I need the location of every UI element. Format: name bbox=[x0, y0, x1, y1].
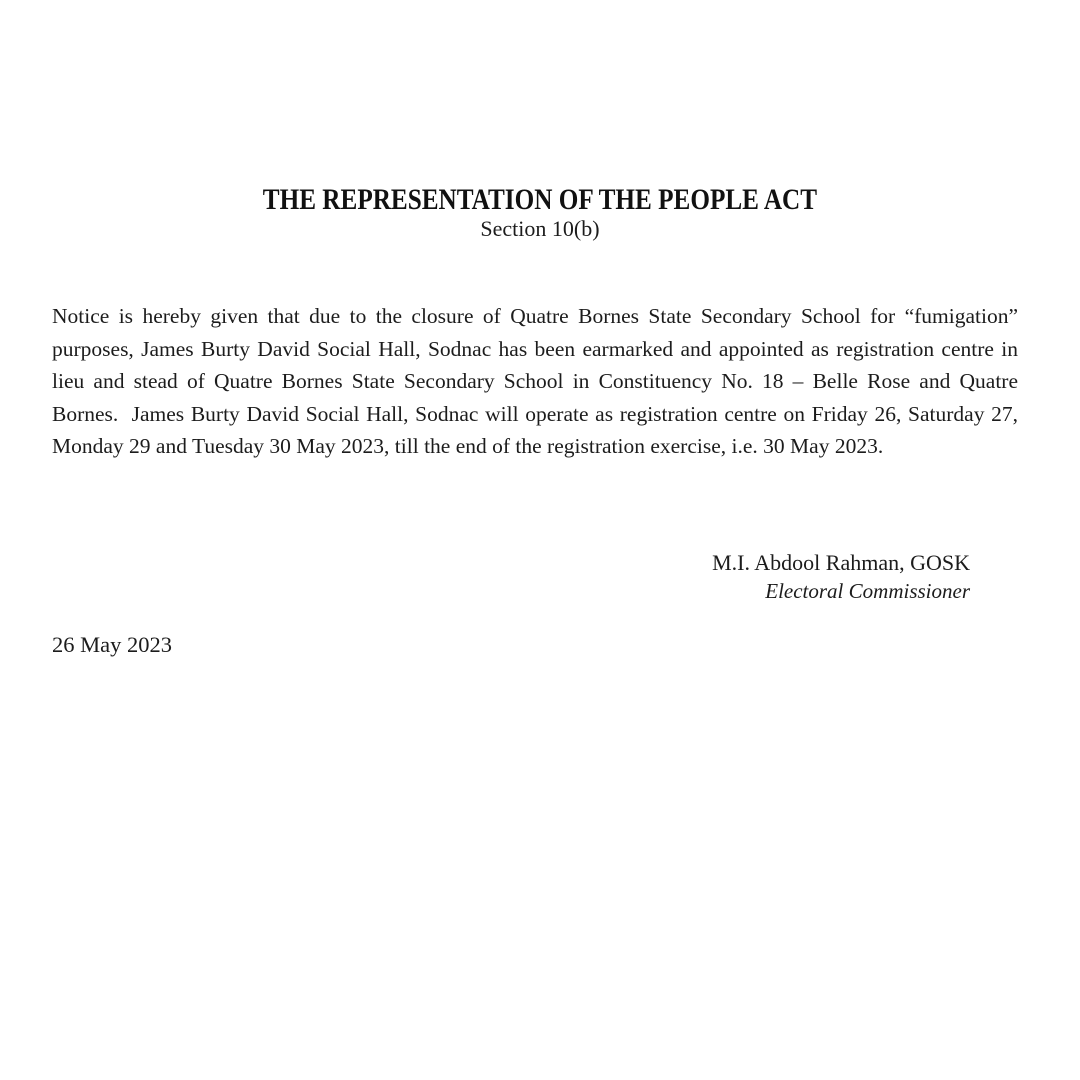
document-title-text: THE REPRESENTATION OF THE PEOPLE ACT bbox=[262, 183, 818, 216]
notice-paragraph: Notice is hereby given that due to the closure of Quatre Bornes State Secondary School for “fumigation” purposes, James Burty David Social Hall, Sodnac has been earmarked and appointed as registration centre in lieu and stead of Quatre Bornes State Secondary School in Constituency No. 18 – Belle Rose and Quatre Bornes. James Burty David Social Hall, Sodnac will operate as registration centre on Friday 26, Saturday 27, Monday 29 and Tuesday 30 May 2023, till the end of the registration exercise, i.e. 30 May 2023. bbox=[52, 304, 1018, 459]
notice-date: 26 May 2023 bbox=[52, 632, 172, 657]
section-label: Section 10(b) bbox=[480, 216, 600, 241]
signatory-name: M.I. Abdool Rahman, GOSK bbox=[712, 550, 970, 575]
document-title bbox=[0, 183, 1080, 216]
signatory-title: Electoral Commissioner bbox=[765, 579, 970, 603]
signature-block bbox=[712, 549, 970, 606]
